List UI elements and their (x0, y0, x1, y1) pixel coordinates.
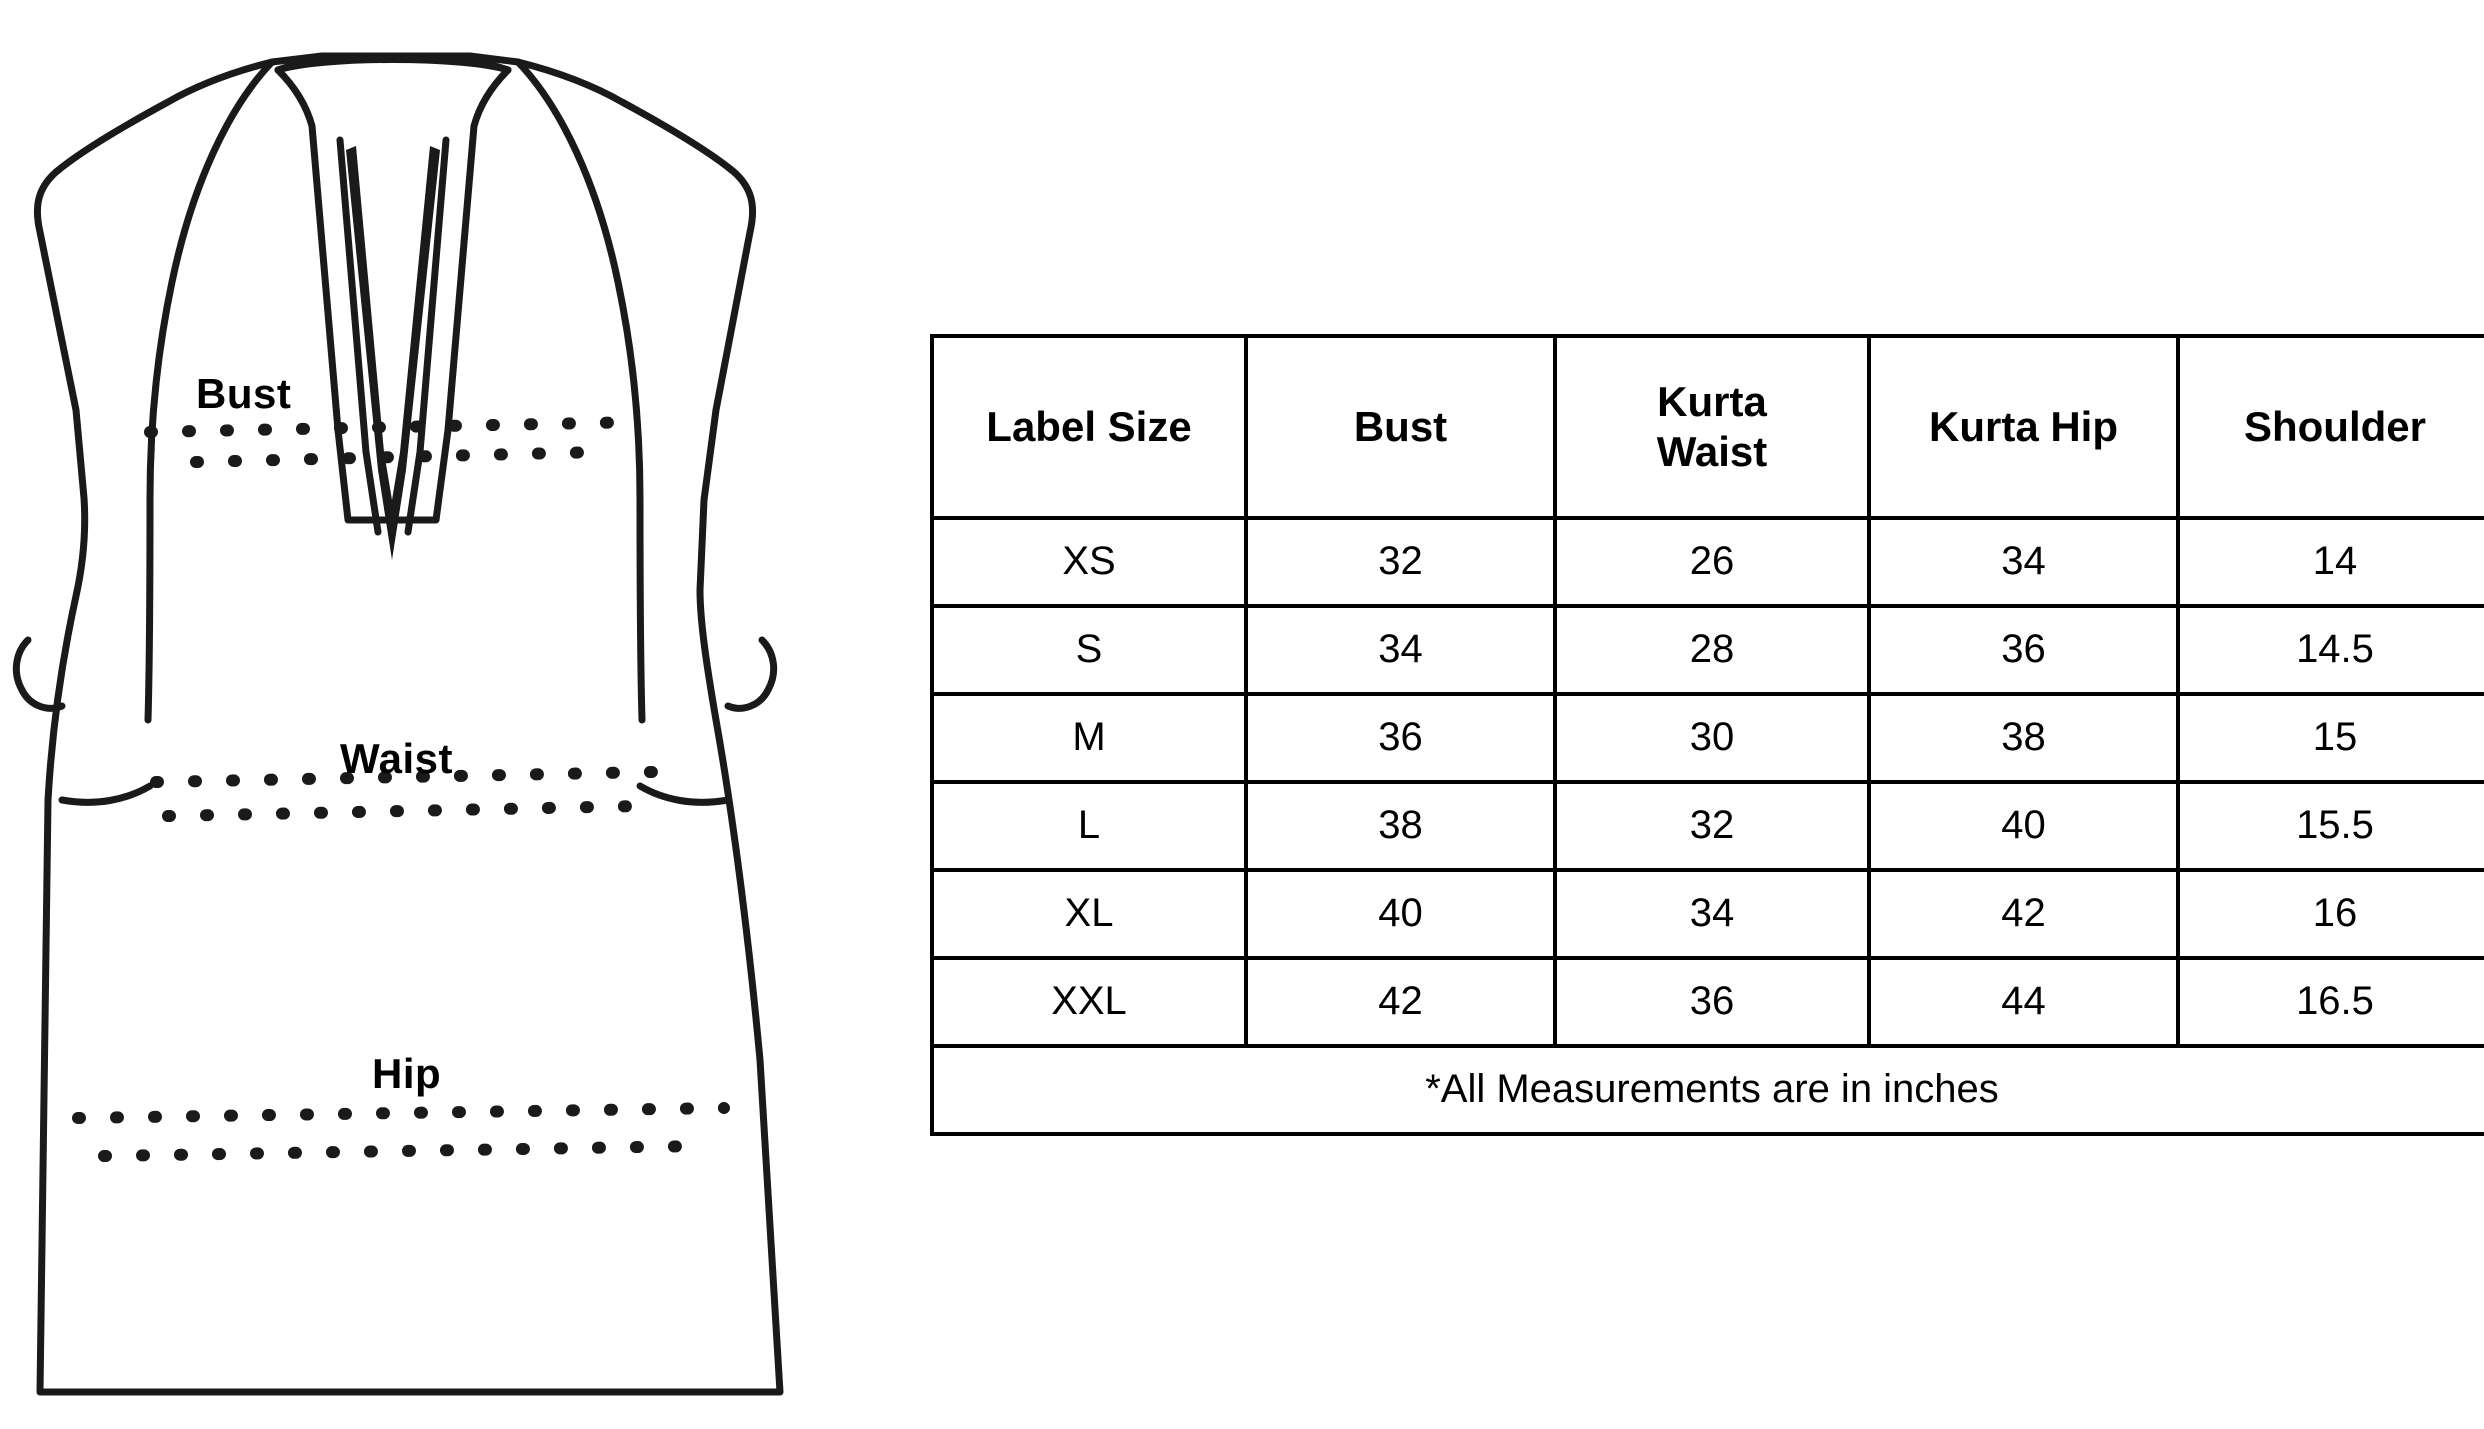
cell-waist: 32 (1555, 782, 1869, 870)
garment-illustration (0, 0, 900, 1429)
cell-size: M (932, 694, 1246, 782)
column-header-kurta-hip-line1: Kurta Hip (1929, 403, 2118, 451)
cell-size: L (932, 782, 1246, 870)
size-chart-header (932, 336, 2484, 518)
column-header-kurta-waist (1555, 336, 1869, 518)
header-row (932, 336, 2484, 518)
cell-hip: 38 (1869, 694, 2178, 782)
cell-size: XXL (932, 958, 1246, 1046)
cell-waist: 36 (1555, 958, 1869, 1046)
table-row (932, 958, 2484, 1046)
cell-waist: 30 (1555, 694, 1869, 782)
cell-bust: 34 (1246, 606, 1555, 694)
column-header-kurta-waist-line1: Kurta (1657, 378, 1767, 426)
bust-label: Bust (196, 370, 292, 417)
hip-label: Hip (372, 1050, 442, 1097)
cell-shoulder: 15.5 (2178, 782, 2484, 870)
cell-waist: 26 (1555, 518, 1869, 606)
cell-bust: 36 (1246, 694, 1555, 782)
cell-shoulder: 15 (2178, 694, 2484, 782)
cell-size: XL (932, 870, 1246, 958)
cell-waist: 28 (1555, 606, 1869, 694)
cell-bust: 42 (1246, 958, 1555, 1046)
column-header-kurta-hip (1869, 336, 2178, 518)
cell-size: S (932, 606, 1246, 694)
cell-bust: 32 (1246, 518, 1555, 606)
right-sleeve-cuff (728, 640, 774, 708)
cell-shoulder: 16.5 (2178, 958, 2484, 1046)
column-header-bust-line1: Bust (1353, 403, 1448, 451)
footnote-row (932, 1046, 2484, 1134)
cell-shoulder: 16 (2178, 870, 2484, 958)
column-header-label-size (932, 336, 1246, 518)
cell-size: XS (932, 518, 1246, 606)
table-row (932, 782, 2484, 870)
size-chart-table (930, 334, 2484, 1136)
column-header-label-size-line1: Label Size (986, 403, 1192, 451)
waist-label: Waist (340, 735, 453, 782)
measurements-footnote: *All Measurements are in inches (932, 1046, 2484, 1134)
cell-hip: 34 (1869, 518, 2178, 606)
table-row (932, 870, 2484, 958)
table-row (932, 518, 2484, 606)
cell-hip: 40 (1869, 782, 2178, 870)
kurta-line-drawing-svg (0, 0, 900, 1429)
cell-shoulder: 14.5 (2178, 606, 2484, 694)
cell-bust: 38 (1246, 782, 1555, 870)
size-chart (930, 334, 2470, 1136)
column-header-shoulder (2178, 336, 2484, 518)
size-chart-body (932, 518, 2484, 1134)
cell-hip: 36 (1869, 606, 2178, 694)
column-header-shoulder-line1: Shoulder (2243, 403, 2426, 451)
cell-shoulder: 14 (2178, 518, 2484, 606)
cell-waist: 34 (1555, 870, 1869, 958)
table-row (932, 606, 2484, 694)
column-header-kurta-waist-line2: Waist (1656, 428, 1768, 475)
cell-hip: 42 (1869, 870, 2178, 958)
cell-hip: 44 (1869, 958, 2178, 1046)
column-header-bust (1246, 336, 1555, 518)
table-row (932, 694, 2484, 782)
cell-bust: 40 (1246, 870, 1555, 958)
